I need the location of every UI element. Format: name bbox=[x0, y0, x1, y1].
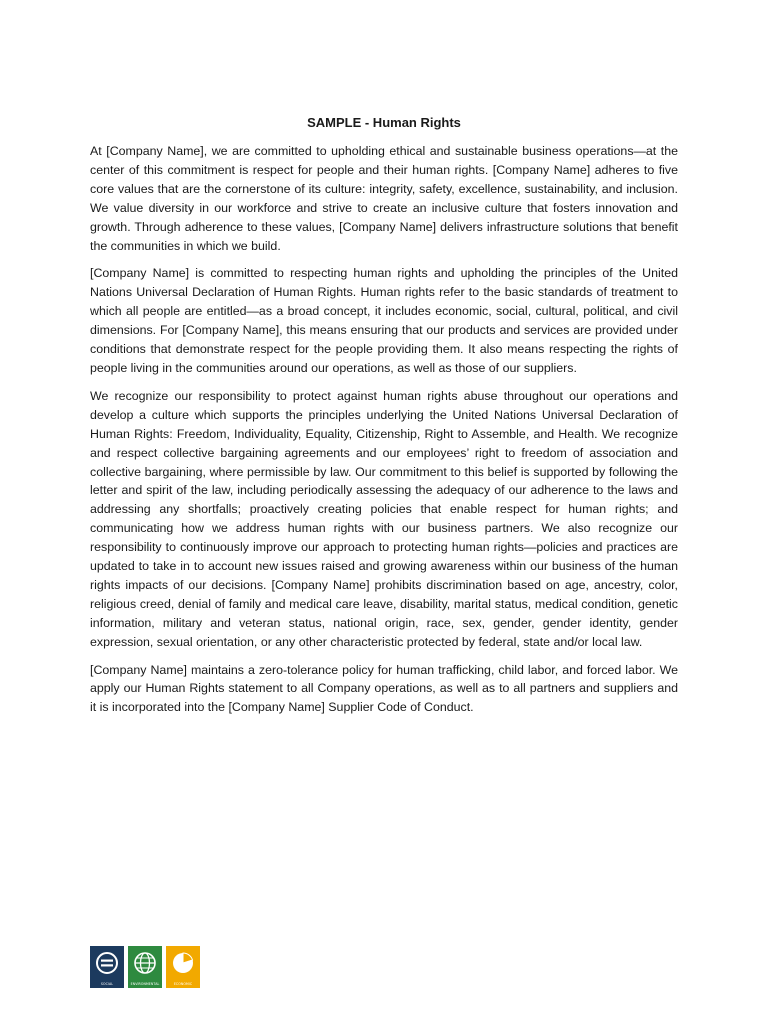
paragraph-responsibility: We recognize our responsibility to protect against human rights abuse throughout our operations and develop a culture which supports the principles underlying the United Nations Universal Declaration of Human Rights: Freedom, Individuality, Equality, Citizenship, Right to Assemble, and Health. We recognize and respect collective bargaining agreements and our employees’ right to freedom of association and collective bargaining, where permissible by law. Our commitment to this belief is supported by following the letter and spirit of the law, including periodically assessing the adequacy of our adherence to the laws and addressing any shortfalls; proactively creating policies that enable respect for human rights; and communicating how we address human rights with our business partners. We also recognize our responsibility to continuously improve our approach to protecting human rights—policies and practices are updated to take in to account new issues raised and growing awareness within our business of the human rights impacts of our decisions. [Company Name] prohibits discrimination based on age, ancestry, color, religious creed, denial of family and medical care leave, disability, marital status, medical condition, genetic information, military and veteran status, national origin, race, sex, gender, gender identity, gender expression, sexual orientation, or any other characteristic protected by federal, state and/or local law. bbox=[90, 388, 678, 649]
pie-chart-icon bbox=[170, 950, 196, 976]
paragraph-intro: At [Company Name], we are committed to upholding ethical and sustainable business operations—at the center of this commitment is respect for people and their human rights. [Company Name] adheres to five core values that are the cornerstone of its culture: integrity, safety, excellence, sustainability, and inclusion. We value diversity in our workforce and strive to create an inclusive culture that fosters innovation and growth. Through adherence to these values, [Company Name] delivers infrastructure solutions that benefit the communities in which we build. bbox=[90, 144, 678, 253]
environmental-logo bbox=[128, 946, 162, 988]
economic-logo-label: ECONOMIC bbox=[173, 982, 193, 986]
paragraph-zero-tolerance: [Company Name] maintains a zero-tolerance policy for human trafficking, child labor, and forced labor. We apply our Human Rights statement to all Company operations, as well as to all partners and suppliers and it is incorporated into the [Company Name] Supplier Code of Conduct. bbox=[90, 662, 678, 715]
environmental-logo-label: ENVIRONMENTAL bbox=[130, 982, 160, 986]
social-logo-label: SOCIAL bbox=[100, 982, 114, 986]
paragraph-commitment: [Company Name] is committed to respecting human rights and upholding the principles of the United Nations Universal Declaration of Human Rights. Human rights refer to the basic standards of treatment to which all people are entitled—as a broad concept, it includes economic, social, cultural, political, and civil dimensions. For [Company Name], this means ensuring that our products and services are provided under conditions that demonstrate respect for the people providing them. It also means respecting the rights of people living in the communities around our operations, as well as those of our suppliers. bbox=[90, 266, 678, 375]
globe-icon bbox=[132, 950, 158, 976]
social-logo bbox=[90, 946, 124, 988]
document-title: SAMPLE - Human Rights bbox=[307, 115, 461, 130]
document-body bbox=[90, 142, 678, 726]
footer-logos bbox=[90, 946, 200, 988]
social-icon bbox=[94, 950, 120, 976]
economic-logo bbox=[166, 946, 200, 988]
